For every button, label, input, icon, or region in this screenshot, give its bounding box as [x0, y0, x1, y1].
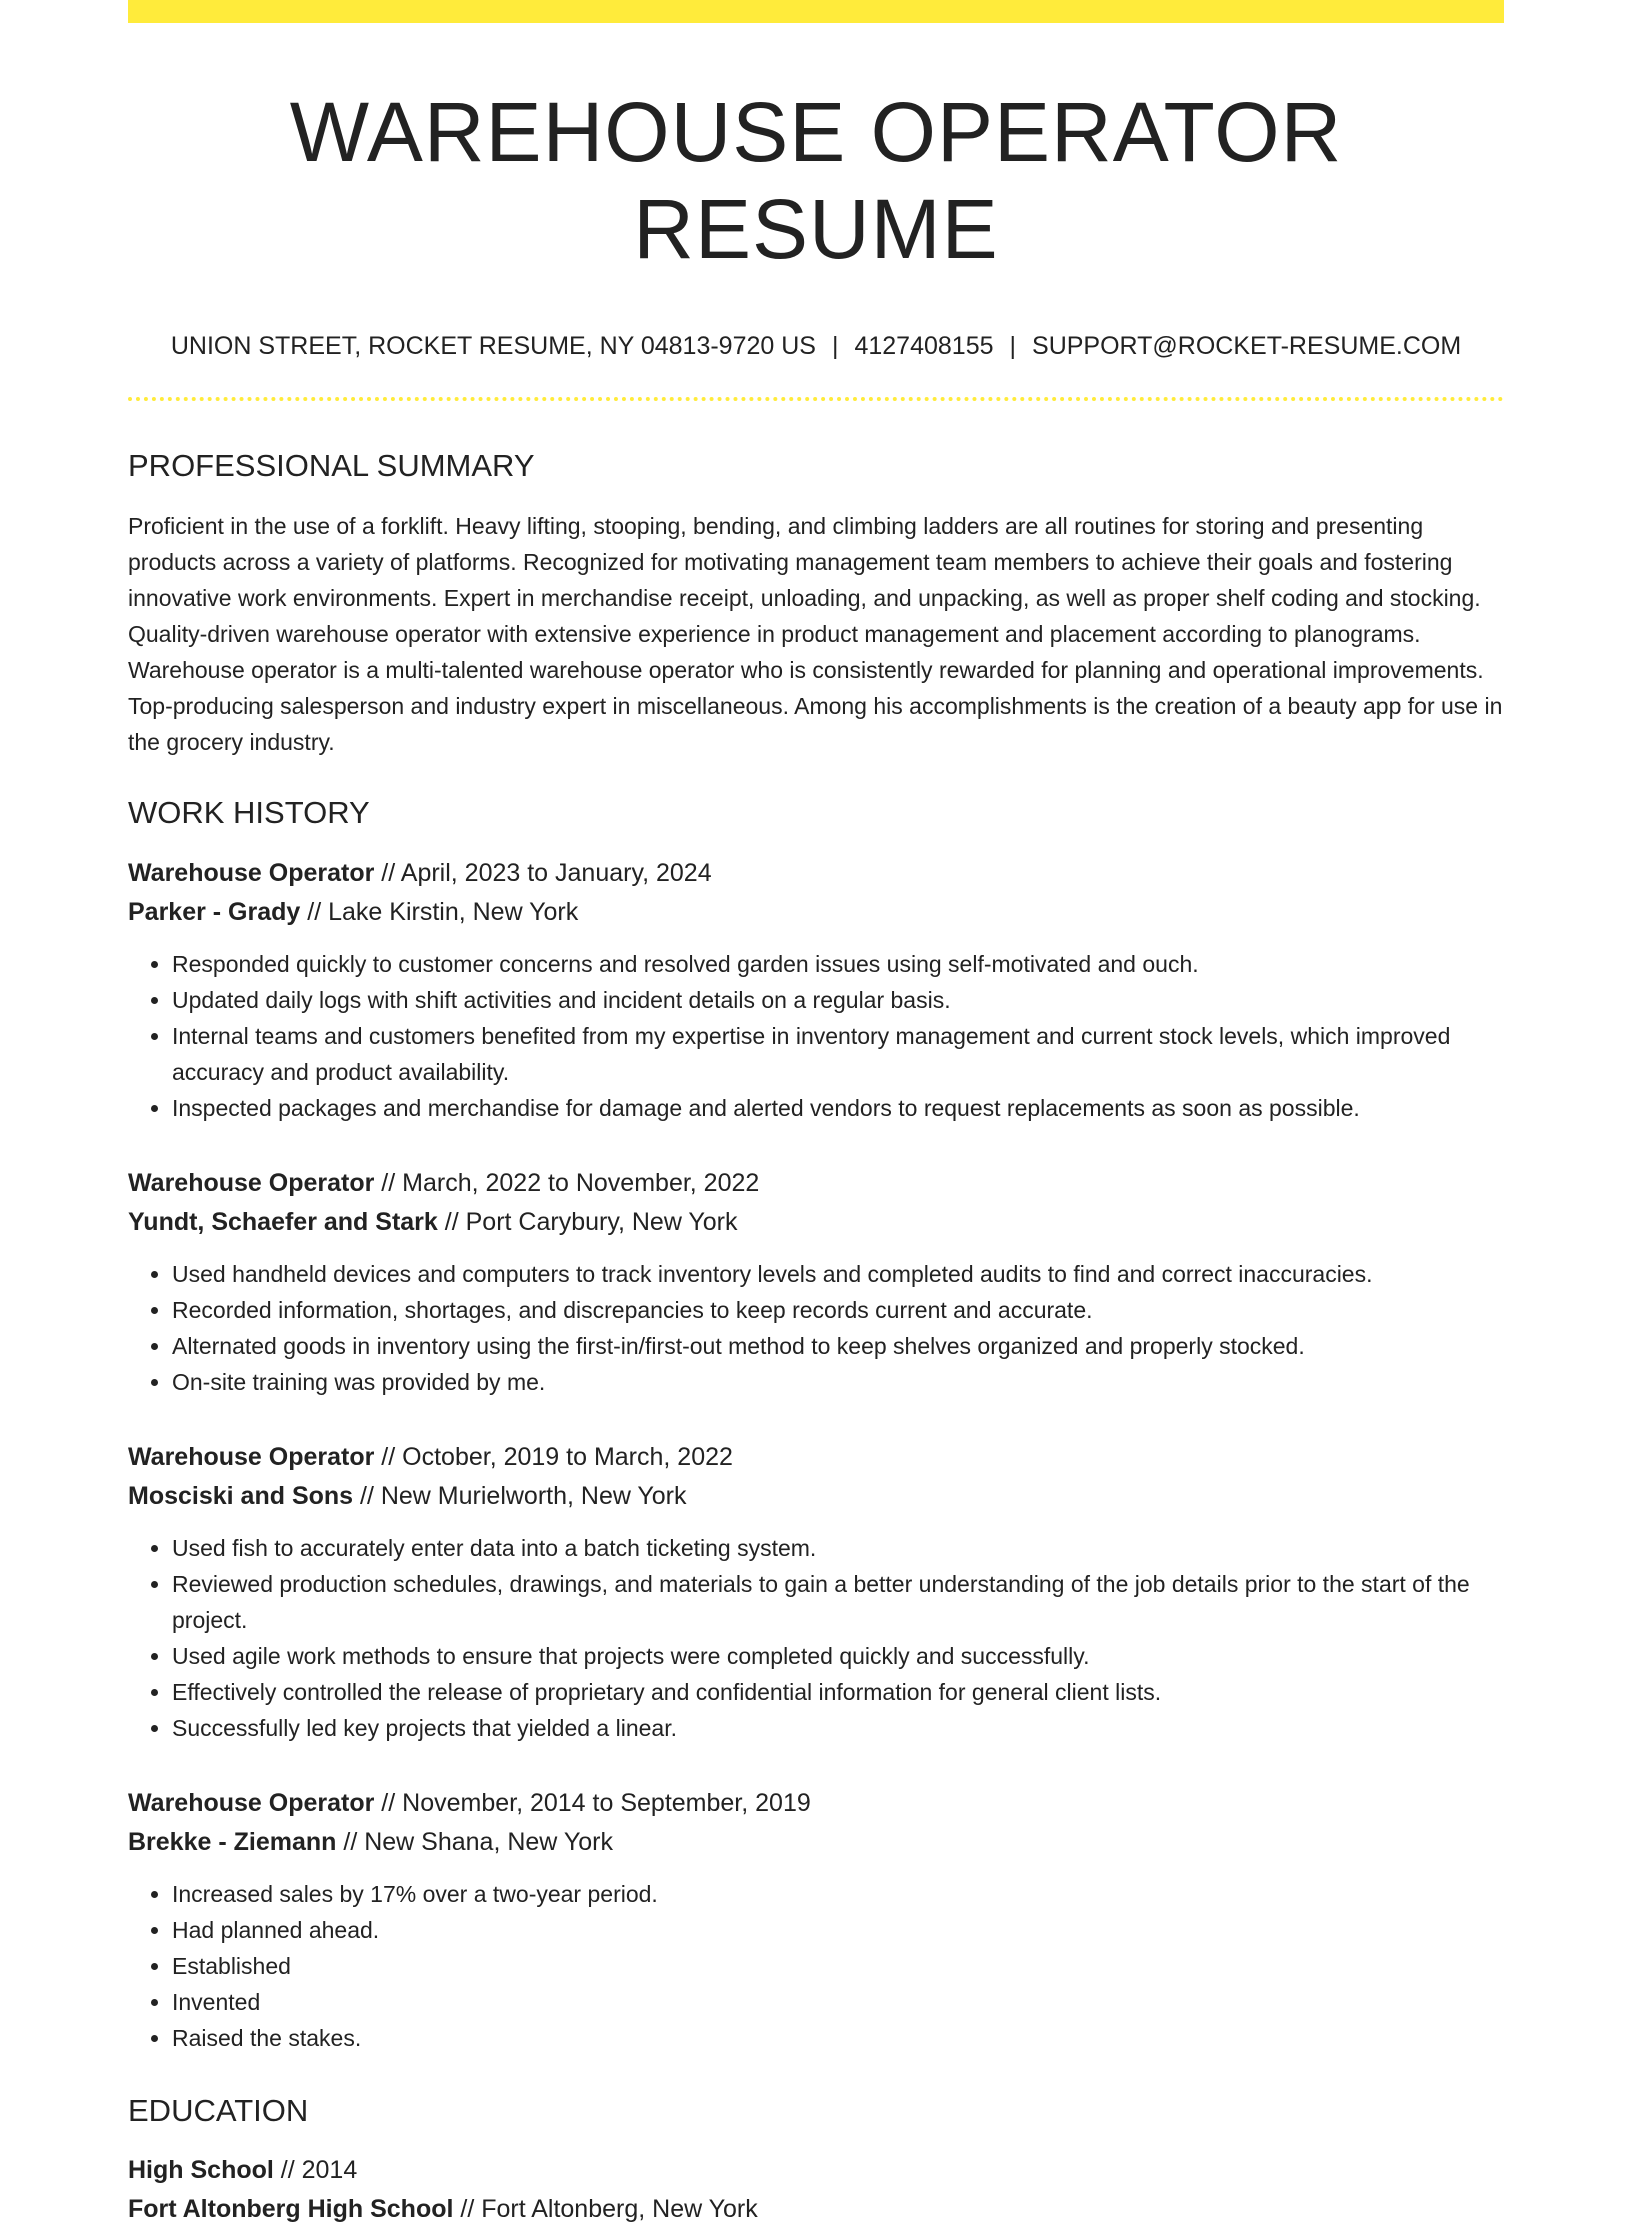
education-degree-line: [128, 2151, 1504, 2190]
job-bullets: [128, 1876, 1504, 2056]
accent-top-bar: [128, 0, 1504, 23]
job-company: Parker - Grady: [128, 897, 301, 926]
job-bullet: • Used agile work methods to ensure that projects were completed quickly and successfully.: [172, 1638, 1504, 1674]
summary-text: Proficient in the use of a forklift. Heavy lifting, stooping, bending, and climbing ladders are all routines for storing and presenting products across a variety of platforms. Recognized for motivating management team members to achieve their goals and fostering innovative work environments. Expert in merchandise receipt, unloading, and unpacking, as well as proper shelf coding and stocking. Quality-driven warehouse operator with extensive experience in product management and placement according to planograms. Warehouse operator is a multi-talented warehouse operator who is consistently rewarded for planning and operational improvements. Top-producing salesperson and industry expert in miscellaneous. Among his accomplishments is the creation of a beauty app for use in the grocery industry.: [128, 513, 1503, 756]
job-bullet: • Used fish to accurately enter data into a batch ticketing system.: [172, 1530, 1504, 1566]
job-bullet: • Updated daily logs with shift activities and incident details on a regular basis.: [172, 982, 1504, 1018]
job-company-line: [128, 1823, 1504, 1862]
job-bullets: [128, 946, 1504, 1126]
job-bullet: • Recorded information, shortages, and discrepancies to keep records current and accurate.: [172, 1292, 1504, 1328]
job-location: // Port Carybury, New York: [437, 1207, 738, 1236]
job-company: Mosciski and Sons: [128, 1481, 354, 1510]
job-bullet: • Used handheld devices and computers to track inventory levels and completed audits to find and correct inaccuracies.: [172, 1256, 1504, 1292]
job-bullet: • Increased sales by 17% over a two-year period.: [172, 1876, 1504, 1912]
job-location: // Lake Kirstin, New York: [300, 897, 579, 926]
education-degree: High School: [128, 2155, 274, 2184]
summary-heading: PROFESSIONAL SUMMARY: [128, 448, 535, 484]
job-company-line: [128, 893, 1504, 932]
job-bullet: • Established: [172, 1948, 1504, 1984]
job-title: Warehouse Operator: [128, 1788, 375, 1817]
job-dates: // March, 2022 to November, 2022: [374, 1168, 760, 1197]
job-title-line: [128, 1164, 1504, 1203]
job-title: Warehouse Operator: [128, 858, 375, 887]
job-bullets: [128, 1530, 1504, 1746]
job-bullet: • Responded quickly to customer concerns and resolved garden issues using self-motivated and ouch.: [172, 946, 1504, 982]
contact-address: UNION STREET, ROCKET RESUME, NY 04813-9720 US: [170, 332, 816, 361]
job-location: // New Murielworth, New York: [353, 1481, 687, 1510]
job-company: Brekke - Ziemann: [128, 1827, 337, 1856]
job-bullet: • Invented: [172, 1984, 1504, 2020]
job-bullets: [128, 1256, 1504, 1400]
job-entry: [128, 1784, 1504, 2056]
education-school: Fort Altonberg High School: [128, 2194, 454, 2223]
job-bullet: • Raised the stakes.: [172, 2020, 1504, 2056]
contact-phone: 4127408155: [854, 332, 994, 361]
job-entry: [128, 854, 1504, 1126]
contact-separator: |: [1009, 332, 1017, 361]
job-bullet: • Alternated goods in inventory using the first-in/first-out method to keep shelves organized and properly stocked.: [172, 1328, 1504, 1364]
education-location: // Fort Altonberg, New York: [453, 2194, 758, 2223]
resume-page: [128, 0, 1504, 2229]
contact-line: [128, 331, 1504, 361]
job-dates: // October, 2019 to March, 2022: [374, 1442, 733, 1471]
job-location: // New Shana, New York: [336, 1827, 613, 1856]
resume-title: WAREHOUSE OPERATOR RESUME: [289, 85, 1343, 276]
job-bullet: • Had planned ahead.: [172, 1912, 1504, 1948]
job-bullet: • Internal teams and customers benefited from my expertise in inventory management and current stock levels, which improved accuracy and product availability.: [172, 1018, 1504, 1090]
dotted-divider: [128, 397, 1504, 401]
job-title-line: [128, 1438, 1504, 1477]
work-history-heading: WORK HISTORY: [128, 795, 370, 831]
education-school-line: [128, 2190, 1504, 2229]
job-bullet: • Successfully led key projects that yielded a linear.: [172, 1710, 1504, 1746]
job-company-line: [128, 1477, 1504, 1516]
education-entry: [128, 2151, 1504, 2229]
job-title-line: [128, 1784, 1504, 1823]
job-title: Warehouse Operator: [128, 1168, 375, 1197]
job-bullet: • Effectively controlled the release of proprietary and confidential information for general client lists.: [172, 1674, 1504, 1710]
job-bullet: • Reviewed production schedules, drawings, and materials to gain a better understanding of the job details prior to the start of the project.: [172, 1566, 1504, 1638]
job-bullet: • Inspected packages and merchandise for damage and alerted vendors to request replacements as soon as possible.: [172, 1090, 1504, 1126]
job-company: Yundt, Schaefer and Stark: [128, 1207, 438, 1236]
job-title: Warehouse Operator: [128, 1442, 375, 1471]
contact-email: SUPPORT@ROCKET-RESUME.COM: [1032, 332, 1462, 361]
job-bullet: • On-site training was provided by me.: [172, 1364, 1504, 1400]
job-dates: // November, 2014 to September, 2019: [374, 1788, 811, 1817]
job-dates: // April, 2023 to January, 2024: [374, 858, 712, 887]
education-year: // 2014: [273, 2155, 358, 2184]
job-title-line: [128, 854, 1504, 893]
education-heading: EDUCATION: [128, 2092, 309, 2128]
job-entry: [128, 1438, 1504, 1746]
job-entry: [128, 1164, 1504, 1400]
contact-separator: |: [831, 332, 839, 361]
job-company-line: [128, 1203, 1504, 1242]
